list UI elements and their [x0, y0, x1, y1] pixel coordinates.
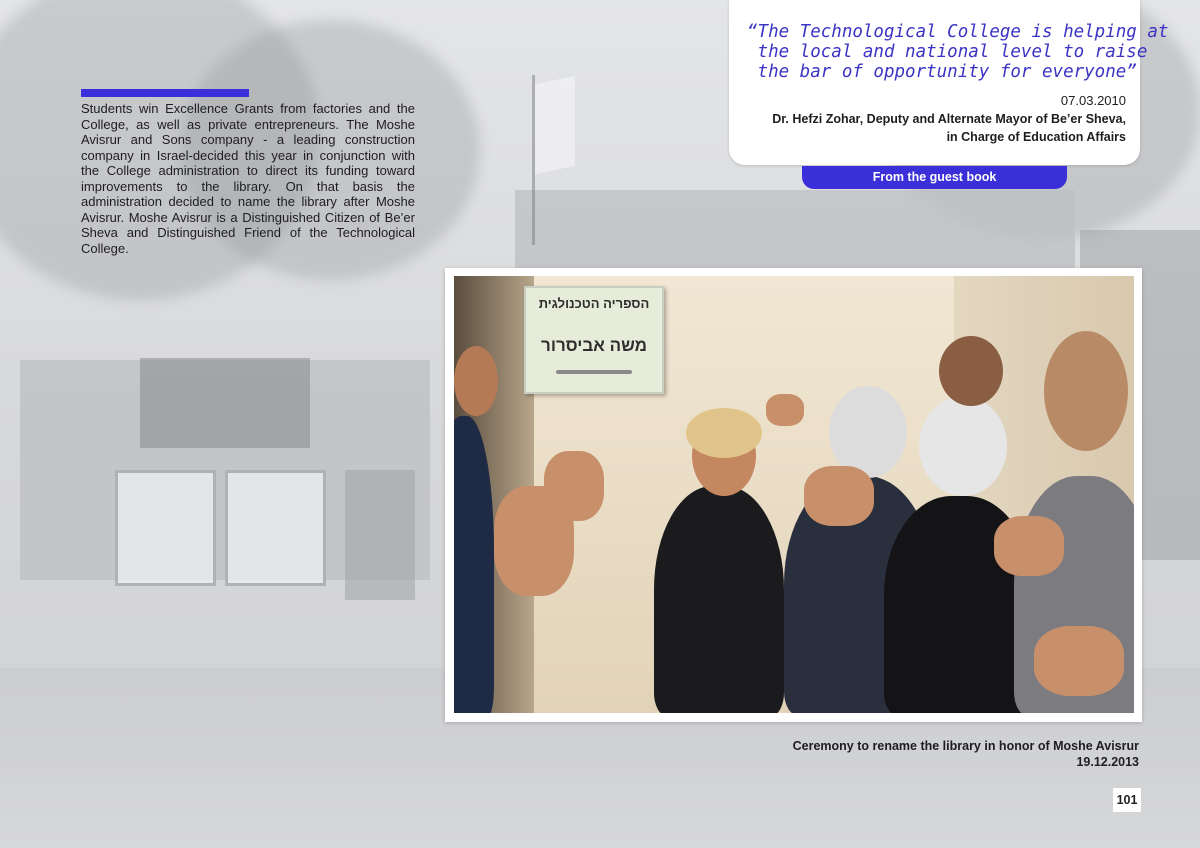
quote-text: “The Technological College is helping the local and national level to raise the bar of opportunity for everyone” [747, 22, 1148, 82]
plaque-text-2: משה אביסרור [541, 336, 647, 355]
page-number: 101 [1113, 788, 1141, 812]
quote-author [746, 110, 1126, 146]
ceremony-photo [454, 276, 1134, 713]
body-paragraph: Students win Excellence Grants from factories and the College, as well as private entrepreneurs. The Moshe Avisrur and Sons company - a leading construction company in Israel-decided this year in conjunction with the College administration to direct its funding toward improvements to the library. On that basis the administration decided to name the library after Moshe Avisrur. Moshe Avisrur is a Distinguished Citizen of Be’er Sheva and Distinguished Friend of the Technological College. [81, 101, 415, 256]
photo-caption [793, 738, 1139, 770]
guestbook-tab: From the guest book [802, 166, 1067, 189]
caption-date: 19.12.2013 [1076, 755, 1139, 769]
quote-card [729, 0, 1148, 165]
quote-date: 07.03.2010 [1060, 93, 1126, 108]
accent-bar [81, 89, 249, 97]
library-plaque [524, 286, 664, 394]
photo-frame [445, 268, 1142, 722]
caption-line1: Ceremony to rename the library in honor of Moshe Avisrur [792, 739, 1139, 753]
plaque-text-1: הספריה הטכנולגית [538, 296, 650, 311]
quote-author-line2: in Charge of Education Affairs [946, 130, 1126, 144]
quote-author-line1: Dr. Hefzi Zohar, Deputy and Alternate Mayor of Be’er Sheva, [772, 112, 1126, 126]
